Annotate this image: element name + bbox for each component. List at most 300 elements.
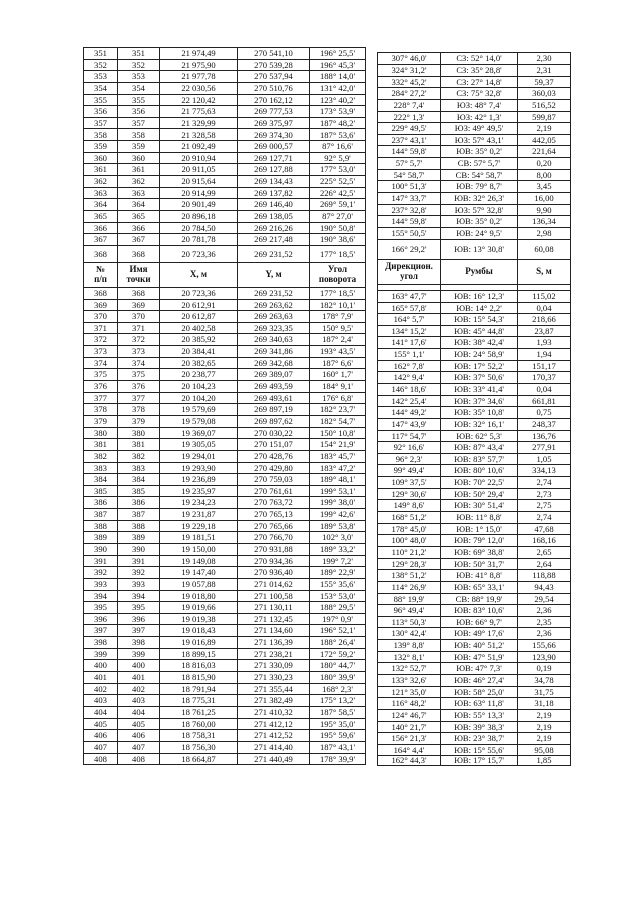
y-coordinate: 270 537,94 — [238, 71, 310, 83]
header-row — [378, 260, 571, 285]
point-name: 364 — [118, 199, 160, 211]
y-coordinate: 271 132,45 — [238, 613, 310, 625]
y-coordinate: 269 777,53 — [238, 106, 310, 118]
point-number: 354 — [84, 82, 118, 94]
y-coordinate: 270 162,12 — [238, 94, 310, 106]
table-row — [84, 485, 366, 497]
rumb: ЮВ: 46° 27,4' — [441, 675, 518, 687]
direction-angle: 110° 21,2' — [378, 546, 441, 558]
table-row — [378, 395, 571, 407]
table-row — [84, 210, 366, 222]
table-row — [378, 453, 571, 465]
x-coordinate: 19 293,90 — [160, 462, 238, 474]
y-coordinate: 270 151,07 — [238, 439, 310, 451]
rumb: СВ: 57° 5,7' — [441, 158, 518, 170]
rumb: ЮВ: 38° 42,4' — [441, 337, 518, 349]
table-row — [84, 222, 366, 234]
point-name: 404 — [118, 706, 160, 718]
y-coordinate: 271 100,58 — [238, 590, 310, 602]
turn-angle: 87° 16,6' — [310, 141, 366, 153]
direction-angle: 144° 49,2' — [378, 407, 441, 419]
point-name: 405 — [118, 718, 160, 730]
table-row — [378, 709, 571, 721]
direction-angle: 166° 29,2' — [378, 239, 441, 259]
rumb: ЮВ: 24° 9,5' — [441, 227, 518, 239]
x-coordinate: 20 723,36 — [160, 245, 238, 262]
x-coordinate: 20 104,20 — [160, 392, 238, 404]
distance: 2,19 — [518, 721, 571, 733]
rumb: ЮВ: 15° 55,6' — [441, 744, 518, 756]
turn-angle: 102° 3,0' — [310, 532, 366, 544]
distance: 151,17 — [518, 360, 571, 372]
distance: 1,94 — [518, 349, 571, 361]
direction-angle: 133° 32,6' — [378, 675, 441, 687]
point-number: 377 — [84, 392, 118, 404]
direction-angle: 156° 21,3' — [378, 733, 441, 745]
rumb: СЗ: 52° 14,0' — [441, 53, 518, 65]
x-coordinate: 18 664,87 — [160, 753, 238, 765]
table-row — [378, 383, 571, 395]
point-number: 391 — [84, 555, 118, 567]
y-coordinate: 269 000,57 — [238, 141, 310, 153]
distance: 0,20 — [518, 158, 571, 170]
rumb: ЮВ: 17° 15,7' — [441, 756, 518, 766]
direction-angle: 134° 15,2' — [378, 325, 441, 337]
table-row — [378, 744, 571, 756]
distance: 31,18 — [518, 698, 571, 710]
direction-angle: 162° 7,8' — [378, 360, 441, 372]
direction-angle: 140° 21,7' — [378, 721, 441, 733]
x-coordinate: 19 019,38 — [160, 613, 238, 625]
distance: 442,05 — [518, 134, 571, 146]
turn-angle: 226° 42,5' — [310, 187, 366, 199]
y-coordinate: 271 330,09 — [238, 660, 310, 672]
distance: 218,66 — [518, 314, 571, 326]
distance: 60,08 — [518, 239, 571, 259]
y-coordinate: 271 410,32 — [238, 706, 310, 718]
point-name: 403 — [118, 695, 160, 707]
direction-angle: 116° 48,2' — [378, 698, 441, 710]
direction-angle: 237° 43,1' — [378, 134, 441, 146]
point-name: 376 — [118, 381, 160, 393]
distance: 2,19 — [518, 709, 571, 721]
distance: 0,19 — [518, 663, 571, 675]
turn-angle: 172° 59,2' — [310, 648, 366, 660]
table-row — [84, 637, 366, 649]
rumb: ЮВ: 79° 8,7' — [441, 181, 518, 193]
x-coordinate: 21 092,49 — [160, 141, 238, 153]
point-number: 399 — [84, 648, 118, 660]
point-name: 361 — [118, 164, 160, 176]
table-row — [378, 488, 571, 500]
rumb: ЮЗ: 42° 1,3' — [441, 111, 518, 123]
turn-angle: 176° 6,8' — [310, 392, 366, 404]
point-number: 361 — [84, 164, 118, 176]
point-number: 369 — [84, 299, 118, 311]
x-coordinate: 18 775,31 — [160, 695, 238, 707]
rumb: ЮЗ: 49° 49,5' — [441, 123, 518, 135]
direction-angle: 147° 43,9' — [378, 418, 441, 430]
point-number: 365 — [84, 210, 118, 222]
table-row — [84, 474, 366, 486]
turn-angle: 225° 52,5' — [310, 176, 366, 188]
table-row — [84, 117, 366, 129]
point-name: 365 — [118, 210, 160, 222]
x-coordinate: 21 775,63 — [160, 106, 238, 118]
table-row — [84, 509, 366, 521]
point-name: 397 — [118, 625, 160, 637]
distance: 2,35 — [518, 616, 571, 628]
y-coordinate: 269 137,82 — [238, 187, 310, 199]
point-number: 402 — [84, 683, 118, 695]
turn-angle: 187° 43,1' — [310, 741, 366, 753]
direction-angle: 144° 59,8' — [378, 216, 441, 228]
coordinates-table — [83, 47, 366, 765]
y-coordinate: 269 897,19 — [238, 404, 310, 416]
table-row — [84, 555, 366, 567]
table-row — [378, 146, 571, 158]
point-number: 363 — [84, 187, 118, 199]
point-number: 364 — [84, 199, 118, 211]
point-name: 388 — [118, 520, 160, 532]
turn-angle: 197° 0,9' — [310, 613, 366, 625]
table-row — [378, 605, 571, 617]
turn-angle: 177° 18,5' — [310, 245, 366, 262]
table-row — [84, 590, 366, 602]
rumb: ЮВ: 37° 34,6' — [441, 395, 518, 407]
turn-angle: 196° 52,1' — [310, 625, 366, 637]
direction-angle: 144° 59,8' — [378, 146, 441, 158]
direction-angle: 141° 17,6' — [378, 337, 441, 349]
table-row — [378, 756, 571, 766]
rumb: ЮВ: 65° 33,1' — [441, 581, 518, 593]
y-coordinate: 270 765,13 — [238, 509, 310, 521]
distance: 31,75 — [518, 686, 571, 698]
rumb: ЮВ: 11° 8,8' — [441, 512, 518, 524]
table-row — [378, 651, 571, 663]
direction-angle: 88° 19,9' — [378, 593, 441, 605]
point-number: 381 — [84, 439, 118, 451]
point-number: 379 — [84, 415, 118, 427]
y-coordinate: 271 355,44 — [238, 683, 310, 695]
table-row — [84, 48, 366, 60]
table-row — [84, 741, 366, 753]
direction-angle: 228° 7,4' — [378, 99, 441, 111]
direction-angle: 155° 1,1' — [378, 349, 441, 361]
x-coordinate: 18 791,94 — [160, 683, 238, 695]
rumb: ЮВ: 30° 51,4' — [441, 500, 518, 512]
x-coordinate: 18 899,15 — [160, 648, 238, 660]
table-row — [378, 123, 571, 135]
point-name: 392 — [118, 567, 160, 579]
table-row — [378, 290, 571, 302]
point-number: 408 — [84, 753, 118, 765]
point-name: 354 — [118, 82, 160, 94]
turn-angle: 199° 38,0' — [310, 497, 366, 509]
y-coordinate: 270 931,88 — [238, 543, 310, 555]
direction-angle: 178° 45,0' — [378, 523, 441, 535]
rumb: ЮВ: 1° 15,0' — [441, 523, 518, 535]
direction-angle: 324° 31,2' — [378, 64, 441, 76]
direction-angle: 146° 18,6' — [378, 383, 441, 395]
x-coordinate: 21 974,49 — [160, 48, 238, 60]
y-coordinate: 269 493,59 — [238, 381, 310, 393]
point-name: 383 — [118, 462, 160, 474]
x-coordinate: 20 901,49 — [160, 199, 238, 211]
distance: 2,19 — [518, 123, 571, 135]
direction-angle: 121° 35,0' — [378, 686, 441, 698]
rumb: ЮВ: 33° 41,4' — [441, 383, 518, 395]
turn-angle: 160° 1,7' — [310, 369, 366, 381]
y-coordinate: 269 342,68 — [238, 357, 310, 369]
point-name: 385 — [118, 485, 160, 497]
rumb: ЮЗ: 57° 32,8' — [441, 204, 518, 216]
direction-angle: 117° 54,7' — [378, 430, 441, 442]
point-number: 404 — [84, 706, 118, 718]
table-row — [84, 141, 366, 153]
y-coordinate: 269 127,88 — [238, 164, 310, 176]
rumb: ЮВ: 63° 11,8' — [441, 698, 518, 710]
column-header: № п/п — [84, 262, 118, 287]
table-row — [378, 227, 571, 239]
point-name: 395 — [118, 602, 160, 614]
table-row — [378, 663, 571, 675]
y-coordinate: 270 428,76 — [238, 450, 310, 462]
direction-angle: 168° 51,2' — [378, 512, 441, 524]
point-number: 397 — [84, 625, 118, 637]
rumb: ЮЗ: 48° 7,4' — [441, 99, 518, 111]
point-name: 378 — [118, 404, 160, 416]
rumb: ЮВ: 62° 5,3' — [441, 430, 518, 442]
point-name: 396 — [118, 613, 160, 625]
turn-angle: 131° 42,0' — [310, 82, 366, 94]
point-number: 395 — [84, 602, 118, 614]
table-row — [378, 593, 571, 605]
table-row — [84, 94, 366, 106]
turn-angle: 92° 5,9' — [310, 152, 366, 164]
table-row — [378, 430, 571, 442]
direction-angle: 138° 51,2' — [378, 570, 441, 582]
point-number: 366 — [84, 222, 118, 234]
rumb: ЮВ: 66° 9,7' — [441, 616, 518, 628]
turn-angle: 189° 53,8' — [310, 520, 366, 532]
turn-angle: 196° 25,5' — [310, 48, 366, 60]
y-coordinate: 271 136,39 — [238, 637, 310, 649]
table-row — [378, 216, 571, 228]
x-coordinate: 19 579,69 — [160, 404, 238, 416]
direction-angle: 142° 25,4' — [378, 395, 441, 407]
point-number: 382 — [84, 450, 118, 462]
rumb: ЮВ: 37° 50,6' — [441, 372, 518, 384]
table-row — [84, 578, 366, 590]
table-row — [378, 158, 571, 170]
x-coordinate: 18 761,25 — [160, 706, 238, 718]
distance: 360,03 — [518, 88, 571, 100]
rumb: ЮВ: 55° 13,3' — [441, 709, 518, 721]
y-coordinate: 269 231,52 — [238, 287, 310, 299]
distance: 1,05 — [518, 453, 571, 465]
y-coordinate: 270 765,66 — [238, 520, 310, 532]
point-number: 387 — [84, 509, 118, 521]
distance: 334,13 — [518, 465, 571, 477]
point-name: 366 — [118, 222, 160, 234]
point-name: 363 — [118, 187, 160, 199]
turn-angle: 177° 18,5' — [310, 287, 366, 299]
distance: 155,66 — [518, 640, 571, 652]
y-coordinate: 269 138,05 — [238, 210, 310, 222]
rumb: ЮВ: 35° 0,2' — [441, 216, 518, 228]
point-name: 367 — [118, 234, 160, 246]
point-name: 377 — [118, 392, 160, 404]
x-coordinate: 20 384,41 — [160, 346, 238, 358]
point-name: 401 — [118, 672, 160, 684]
point-number: 406 — [84, 730, 118, 742]
distance: 16,00 — [518, 193, 571, 205]
rumb: ЮВ: 32° 26,3' — [441, 193, 518, 205]
turn-angle: 180° 39,9' — [310, 672, 366, 684]
distance: 221,64 — [518, 146, 571, 158]
table-row — [378, 686, 571, 698]
direction-angle: 222° 1,3' — [378, 111, 441, 123]
turn-angle: 175° 13,2' — [310, 695, 366, 707]
x-coordinate: 20 911,05 — [160, 164, 238, 176]
table-row — [84, 187, 366, 199]
x-coordinate: 18 815,90 — [160, 672, 238, 684]
point-number: 351 — [84, 48, 118, 60]
x-coordinate: 19 229,18 — [160, 520, 238, 532]
table-row — [84, 299, 366, 311]
point-name: 352 — [118, 59, 160, 71]
direction-angle: 113° 50,3' — [378, 616, 441, 628]
direction-angle: 96° 49,4' — [378, 605, 441, 617]
rumb: ЮВ: 50° 31,7' — [441, 558, 518, 570]
rumb: ЮВ: 58° 25,0' — [441, 686, 518, 698]
column-header: Имя точки — [118, 262, 160, 287]
x-coordinate: 19 147,40 — [160, 567, 238, 579]
point-name: 399 — [118, 648, 160, 660]
x-coordinate: 19 294,01 — [160, 450, 238, 462]
direction-angle: 100° 48,0' — [378, 535, 441, 547]
table-row — [84, 439, 366, 451]
distance: 47,68 — [518, 523, 571, 535]
turn-angle: 195° 35,0' — [310, 718, 366, 730]
point-number: 380 — [84, 427, 118, 439]
point-number: 373 — [84, 346, 118, 358]
rumb: ЮВ: 87° 43,4' — [441, 442, 518, 454]
point-name: 353 — [118, 71, 160, 83]
direction-angle: 165° 57,8' — [378, 302, 441, 314]
table-row — [378, 134, 571, 146]
turn-angle: 153° 53,0' — [310, 590, 366, 602]
table-row — [84, 706, 366, 718]
point-number: 359 — [84, 141, 118, 153]
x-coordinate: 20 910,94 — [160, 152, 238, 164]
rumb: ЮВ: 83° 10,6' — [441, 605, 518, 617]
x-coordinate: 22 120,42 — [160, 94, 238, 106]
turn-angle: 188° 26,4' — [310, 637, 366, 649]
point-number: 383 — [84, 462, 118, 474]
x-coordinate: 19 018,80 — [160, 590, 238, 602]
table-row — [378, 88, 571, 100]
distance: 2,31 — [518, 64, 571, 76]
x-coordinate: 20 896,18 — [160, 210, 238, 222]
turn-angle: 199° 7,2' — [310, 555, 366, 567]
rumb: ЮВ: 79° 12,0' — [441, 535, 518, 547]
column-header: Румбы — [441, 260, 518, 285]
x-coordinate: 19 150,00 — [160, 543, 238, 555]
x-coordinate: 19 579,08 — [160, 415, 238, 427]
point-number: 367 — [84, 234, 118, 246]
y-coordinate: 269 263,62 — [238, 299, 310, 311]
table-row — [84, 129, 366, 141]
table-row — [378, 500, 571, 512]
point-name: 371 — [118, 322, 160, 334]
y-coordinate: 269 263,63 — [238, 311, 310, 323]
table-row — [84, 462, 366, 474]
y-coordinate: 269 493,61 — [238, 392, 310, 404]
point-number: 388 — [84, 520, 118, 532]
rumb: ЮВ: 83° 57,7' — [441, 453, 518, 465]
point-name: 402 — [118, 683, 160, 695]
table-row — [84, 567, 366, 579]
direction-angle: 114° 26,9' — [378, 581, 441, 593]
point-number: 368 — [84, 245, 118, 262]
point-name: 398 — [118, 637, 160, 649]
y-coordinate: 271 134,60 — [238, 625, 310, 637]
rumb: СВ: 54° 58,7' — [441, 169, 518, 181]
y-coordinate: 269 134,43 — [238, 176, 310, 188]
point-name: 391 — [118, 555, 160, 567]
table-row — [378, 53, 571, 65]
distance: 2,36 — [518, 628, 571, 640]
rumb: ЮВ: 39° 38,3' — [441, 721, 518, 733]
point-name: 356 — [118, 106, 160, 118]
rumb: ЮВ: 32° 16,1' — [441, 418, 518, 430]
table-row — [378, 181, 571, 193]
y-coordinate: 269 127,71 — [238, 152, 310, 164]
rumb: ЮВ: 17° 52,2' — [441, 360, 518, 372]
turn-angle: 178° 39,9' — [310, 753, 366, 765]
table-row — [84, 322, 366, 334]
point-number: 384 — [84, 474, 118, 486]
y-coordinate: 269 340,63 — [238, 334, 310, 346]
point-number: 405 — [84, 718, 118, 730]
distance: 123,90 — [518, 651, 571, 663]
point-number: 370 — [84, 311, 118, 323]
turn-angle: 187° 48,2' — [310, 117, 366, 129]
y-coordinate: 269 375,97 — [238, 117, 310, 129]
rumb: ЮВ: 40° 51,2' — [441, 640, 518, 652]
distance: 168,16 — [518, 535, 571, 547]
table-row — [378, 64, 571, 76]
point-name: 351 — [118, 48, 160, 60]
distance: 2,74 — [518, 512, 571, 524]
x-coordinate: 21 977,78 — [160, 71, 238, 83]
table-row — [84, 199, 366, 211]
table-row — [378, 372, 571, 384]
x-coordinate: 21 975,90 — [160, 59, 238, 71]
rumb: СВ: 88° 19,9' — [441, 593, 518, 605]
distance: 0,75 — [518, 407, 571, 419]
table-row — [84, 683, 366, 695]
column-header: S, м — [518, 260, 571, 285]
table-row — [84, 718, 366, 730]
distance: 0,04 — [518, 383, 571, 395]
point-number: 355 — [84, 94, 118, 106]
point-name: 368 — [118, 287, 160, 299]
distance: 29,54 — [518, 593, 571, 605]
point-name: 359 — [118, 141, 160, 153]
